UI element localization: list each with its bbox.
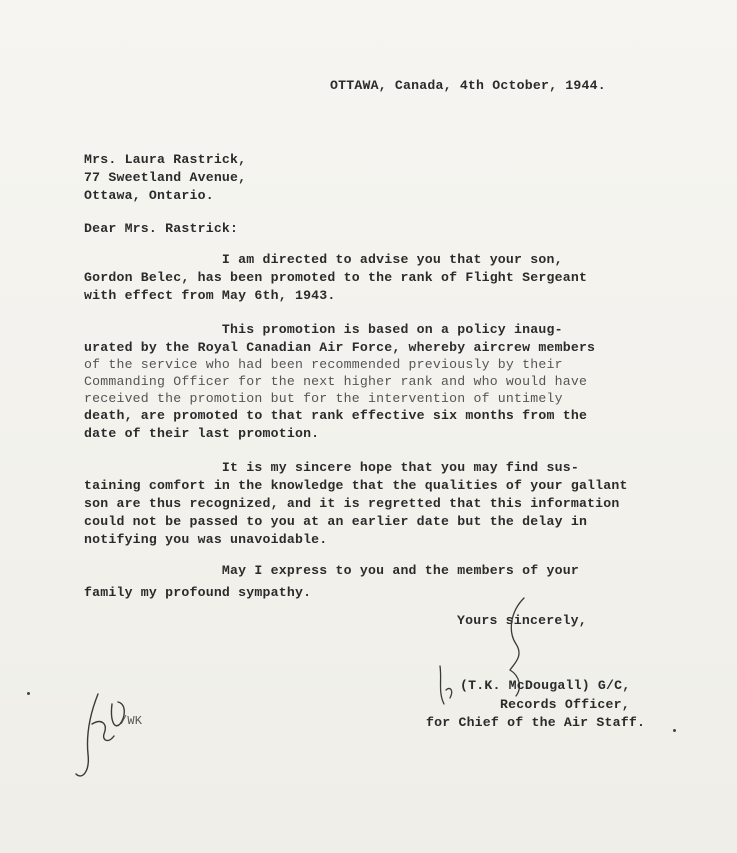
paragraph-1-line-3: with effect from May 6th, 1943. — [84, 288, 336, 303]
signature-title: Records Officer, — [500, 697, 630, 712]
paragraph-3-line-1: It is my sincere hope that you may find sus- — [84, 460, 579, 475]
paragraph-2-line-3: of the service who had been recommended previously by their — [84, 357, 563, 372]
signature-office: for Chief of the Air Staff. — [426, 715, 646, 730]
paragraph-2-line-5: received the promotion but for the intervention of untimely — [84, 391, 563, 406]
paragraph-4-line-1: May I express to you and the members of your — [84, 563, 579, 578]
paragraph-2-line-1: This promotion is based on a policy inaug- — [84, 322, 563, 337]
closing: Yours sincerely, — [457, 613, 587, 628]
paragraph-2-line-6: death, are promoted to that rank effective six months from the — [84, 408, 588, 423]
signature-name: (T.K. McDougall) G/C, — [460, 678, 631, 693]
paragraph-4-line-2: family my profound sympathy. — [84, 585, 312, 600]
salutation: Dear Mrs. Rastrick: — [84, 221, 239, 236]
handwritten-initials — [68, 684, 138, 784]
paragraph-1-line-1: I am directed to advise you that your son, — [84, 252, 563, 267]
paragraph-2-line-2: urated by the Royal Canadian Air Force, whereby aircrew members — [84, 340, 596, 355]
dateline: OTTAWA, Canada, 4th October, 1944. — [330, 78, 606, 93]
paragraph-1-line-2: Gordon Belec, has been promoted to the rank of Flight Sergeant — [84, 270, 588, 285]
address-line-street: 77 Sweetland Avenue, — [84, 170, 247, 185]
paragraph-3-line-2: taining comfort in the knowledge that the qualities of your gallant — [84, 478, 628, 493]
signature-flourish — [430, 660, 460, 710]
address-line-name: Mrs. Laura Rastrick, — [84, 152, 247, 167]
paragraph-2-line-7: date of their last promotion. — [84, 426, 320, 441]
paragraph-3-line-5: notifying you was unavoidable. — [84, 532, 328, 547]
paragraph-3-line-3: son are thus recognized, and it is regretted that this information — [84, 496, 620, 511]
paragraph-2-line-4: Commanding Officer for the next higher rank and who would have — [84, 374, 588, 389]
paragraph-3-line-4: could not be passed to you at an earlier date but the delay in — [84, 514, 588, 529]
paper-mark — [27, 692, 30, 695]
paper-mark — [673, 729, 676, 732]
address-line-city: Ottawa, Ontario. — [84, 188, 214, 203]
typist-initials: /WK — [120, 714, 143, 728]
